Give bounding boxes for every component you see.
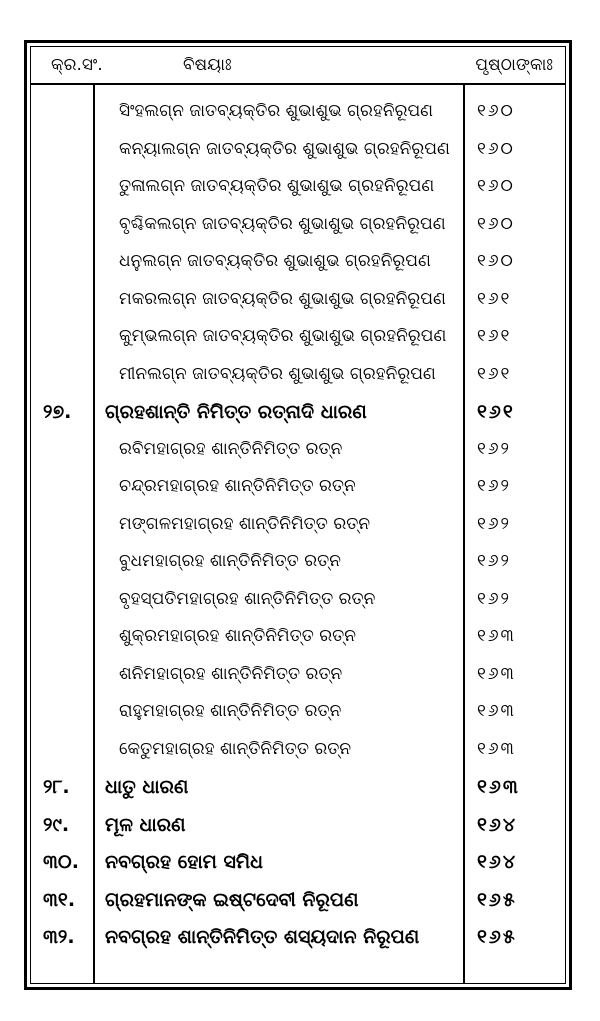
list-item (31, 770, 565, 808)
entry-page: ୧୬୩ (477, 776, 520, 798)
entry-title: ଶନିମହାଗ୍ରହ ଶାନ୍ତିନିମିତ୍ତ ରତ୍ନ (119, 663, 343, 684)
entry-number: ୩୧. (43, 888, 76, 911)
list-item (31, 545, 565, 583)
header-serial-label: କ୍ର.ସଂ. (51, 55, 103, 75)
entry-page: ୧୬୫ (477, 926, 517, 948)
entry-page: ୧୬୩ (477, 663, 516, 684)
entry-page: ୧୬୩ (477, 701, 516, 721)
entry-title: ମୀନଲଗ୍ନ ଜାତବ୍ୟକ୍ତିର ଶୁଭାଶୁଭ ଗ୍ରହନିରୂପଣ (119, 363, 436, 384)
list-item (31, 283, 565, 321)
entry-page: ୧୬୨ (477, 588, 511, 609)
entry-title: ଶୁକ୍ରମହାଗ୍ରହ ଶାନ୍ତିନିମିତ୍ତ ରତ୍ନ (119, 626, 357, 646)
list-item (31, 245, 565, 283)
entry-number: ୩୨. (43, 926, 75, 948)
list-item (31, 883, 565, 921)
entry-title: କେତୁମହାଗ୍ରହ ଶାନ୍ତିନିମିତ୍ତ ରତ୍ନ (119, 738, 352, 759)
list-item (31, 695, 565, 733)
entry-page: ୧୬୩ (477, 626, 516, 646)
entry-title: ଧନୁଲଗ୍ନ ଜାତବ୍ୟକ୍ତିର ଶୁଭାଶୁଭ ଗ୍ରହନିରୂପଣ (119, 251, 431, 271)
entry-page: ୧୬୨ (477, 551, 511, 571)
entry-title: ରାହୁମହାଗ୍ରହ ଶାନ୍ତିନିମିତ୍ତ ରତ୍ନ (119, 701, 342, 721)
list-item (31, 508, 565, 546)
entry-page: ୧୬୦ (477, 251, 515, 271)
list-item (31, 920, 565, 958)
entry-title: ତୁଳାଲଗ୍ନ ଜାତବ୍ୟକ୍ତିର ଶୁଭାଶୁଭ ଗ୍ରହନିରୂପଣ (119, 176, 435, 196)
entry-page: ୧୬୧ (477, 326, 512, 346)
list-item (31, 433, 565, 471)
entry-page: ୧୬୨ (477, 513, 511, 534)
entry-page: ୧୬୨ (477, 476, 511, 496)
entry-title: ବୃହସ୍ପତିମହାଗ୍ରହ ଶାନ୍ତିନିମିତ୍ତ ରତ୍ନ (119, 588, 376, 609)
header-subject-label: ବିଷୟାଃ (183, 55, 232, 75)
entry-list (31, 95, 565, 958)
list-item (31, 658, 565, 696)
entry-title: କନ୍ୟାଲଗ୍ନ ଜାତବ୍ୟକ୍ତିର ଶୁଭାଶୁଭ ଗ୍ରହନିରୂପଣ (119, 138, 450, 159)
entry-title: ମୂଳ ଧାରଣ (105, 813, 186, 836)
inner-border (30, 46, 566, 984)
entry-page: ୧୬୨ (477, 438, 511, 459)
list-item (31, 208, 565, 246)
entry-number: ୨୭. (43, 401, 72, 423)
entry-page: ୧୬୦ (477, 213, 515, 234)
header-page-label: ପୃଷ୍ଠାଙ୍କାଃ (475, 55, 553, 75)
entry-page: ୧୬୧ (477, 401, 515, 423)
entry-title: ଗ୍ରହମାନଙ୍କ ଇଷ୍ଟଦେବୀ ନିରୂପଣ (105, 888, 359, 911)
list-item (31, 733, 565, 771)
list-item (31, 620, 565, 658)
entry-page: ୧୬୧ (477, 288, 512, 309)
entry-title: ସିଂହଲଗ୍ନ ଜାତବ୍ୟକ୍ତିର ଶୁଭାଶୁଭ ଗ୍ରହନିରୂପଣ (119, 101, 434, 121)
list-item (31, 320, 565, 358)
list-item (31, 395, 565, 433)
list-item (31, 133, 565, 171)
entry-page: ୧୬୦ (477, 101, 515, 121)
entry-number: ୩୦. (43, 851, 79, 873)
entry-title: ଧାତୁ ଧାରଣ (105, 776, 189, 798)
list-item (31, 845, 565, 883)
entry-title: ଗ୍ରହଶାନ୍ତି ନିମିତ୍ତ ରତ୍ନାଦି ଧାରଣ (105, 401, 367, 423)
table-of-contents (24, 40, 572, 990)
entry-title: ନବଗ୍ରହ ହୋମ ସମିଧ (105, 851, 263, 873)
entry-title: ମକରଲଗ୍ନ ଜାତବ୍ୟକ୍ତିର ଶୁଭାଶୁଭ ଗ୍ରହନିରୂପଣ (119, 288, 446, 309)
entry-page: ୧୬୫ (477, 888, 517, 911)
entry-page: ୧୬୦ (477, 176, 515, 196)
entry-page: ୧୬୩ (477, 738, 516, 759)
list-item (31, 470, 565, 508)
entry-page: ୧୬୪ (477, 813, 518, 836)
entry-title: ବୃଶ୍ଚିକଲଗ୍ନ ଜାତବ୍ୟକ୍ତିର ଶୁଭାଶୁଭ ଗ୍ରହନିରୂପଣ (119, 213, 446, 234)
entry-title: ରବିମହାଗ୍ରହ ଶାନ୍ତିନିମିତ୍ତ ରତ୍ନ (119, 438, 343, 459)
entry-title: ବୁଧମହାଗ୍ରହ ଶାନ୍ତିନିମିତ୍ତ ରତ୍ନ (119, 551, 342, 571)
list-item (31, 170, 565, 208)
entry-number: ୨୮. (43, 776, 70, 798)
entry-page: ୧୬୧ (477, 363, 512, 384)
entry-number: ୨୯. (43, 813, 70, 836)
list-item (31, 583, 565, 621)
list-item (31, 808, 565, 846)
header-row (31, 47, 565, 85)
list-item (31, 95, 565, 133)
list-item (31, 358, 565, 396)
entry-title: କୁମ୍ଭଲଗ୍ନ ଜାତବ୍ୟକ୍ତିର ଶୁଭାଶୁଭ ଗ୍ରହନିରୂପଣ (119, 326, 447, 346)
entry-page: ୧୬୪ (477, 851, 518, 873)
entry-title: ମଙ୍ଗଳମହାଗ୍ରହ ଶାନ୍ତିନିମିତ୍ତ ରତ୍ନ (119, 513, 371, 534)
entry-title: ଚନ୍ଦ୍ରମହାଗ୍ରହ ଶାନ୍ତିନିମିତ୍ତ ରତ୍ନ (119, 476, 356, 496)
entry-page: ୧୬୦ (477, 138, 515, 159)
entry-title: ନବଗ୍ରହ ଶାନ୍ତିନିମିତ୍ତ ଶସ୍ୟଦାନ ନିରୂପଣ (105, 926, 420, 948)
